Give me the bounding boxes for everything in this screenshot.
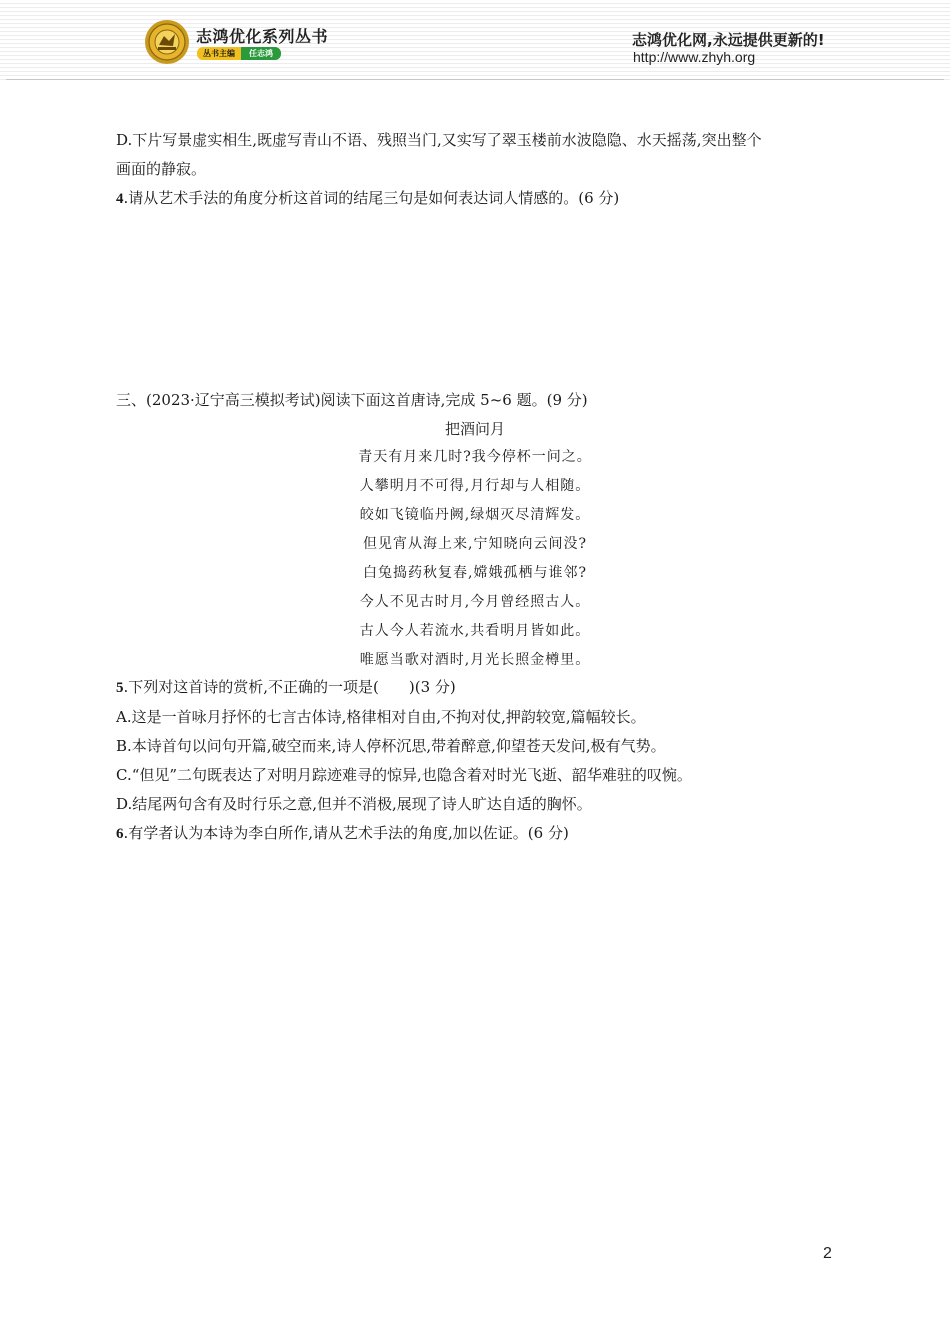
- question-6: [116, 819, 836, 849]
- series-title: 志鸿优化系列丛书: [196, 27, 329, 46]
- question-5-option-b: B.本诗首句以问句开篇,破空而来,诗人停杯沉思,带着醉意,仰望苍天发问,极有气势。: [116, 737, 666, 755]
- question-5-option-c: C.“但见”二句既表达了对明月踪迹难寻的惊异,也隐含着对时光飞逝、韶华难驻的叹惋。: [116, 766, 692, 784]
- site-slogan: 志鸿优化网,永远提供更新的!: [632, 31, 825, 49]
- poem-title: 把酒问月: [444, 420, 505, 438]
- question-5-text: .下列对这首诗的赏析,不正确的一项是( )(3 分): [123, 678, 456, 696]
- poem-line: 皎如飞镜临丹阙,绿烟灭尽清辉发。: [359, 507, 591, 523]
- poem-line: 白兔捣药秋复春,嫦娥孤栖与谁邻?: [363, 565, 587, 581]
- series-editor-badge: [197, 47, 281, 60]
- questions-5-6: [116, 673, 836, 849]
- publisher-logo-icon: [144, 19, 190, 65]
- page-number: 2: [823, 1245, 832, 1262]
- editor-label: 丛书主编: [197, 47, 241, 60]
- question-4-text: .请从艺术手法的角度分析这首词的结尾三句是如何表达词人情感的。(6 分): [123, 189, 620, 207]
- question-6-text: .有学者认为本诗为李白所作,请从艺术手法的角度,加以佐证。(6 分): [123, 824, 569, 842]
- poem-line: 但见宵从海上来,宁知晓向云间没?: [363, 536, 587, 552]
- site-url-link[interactable]: http://www.zhyh.org: [633, 49, 756, 65]
- poem-line: 今人不见古时月,今月曾经照古人。: [359, 594, 591, 610]
- option-d-line-2: 画面的静寂。: [116, 160, 207, 178]
- question-4: [116, 184, 836, 214]
- question-5-option-a: A.这是一首咏月抒怀的七言古体诗,格律相对自由,不拘对仗,押韵较宽,篇幅较长。: [116, 708, 646, 726]
- poem-line: 古人今人若流水,共看明月皆如此。: [359, 623, 591, 639]
- section-three-heading: 三、(2023·辽宁高三模拟考试)阅读下面这首唐诗,完成 5~6 题。(9 分): [116, 391, 588, 409]
- question-5-option-d: D.结尾两句含有及时行乐之意,但并不消极,展现了诗人旷达自适的胸怀。: [116, 795, 592, 813]
- question-5: [116, 673, 836, 703]
- editor-name: 任志鸿: [241, 47, 281, 60]
- poem-line: 青天有月来几时?我今停杯一问之。: [358, 449, 592, 465]
- part-one-text: [116, 126, 836, 214]
- header-divider: [6, 79, 944, 80]
- question-6-number: 6: [116, 826, 124, 842]
- question-4-number: 4: [116, 191, 124, 207]
- poem-line: 唯愿当歌对酒时,月光长照金樽里。: [359, 652, 591, 668]
- question-5-number: 5: [116, 680, 124, 696]
- option-d-line-1: D.下片写景虚实相生,既虚写青山不语、残照当门,又实写了翠玉楼前水波隐隐、水天摇荡,突出整个: [116, 131, 762, 149]
- poem-line: 人攀明月不可得,月行却与人相随。: [359, 478, 591, 494]
- poem-body: [0, 443, 950, 675]
